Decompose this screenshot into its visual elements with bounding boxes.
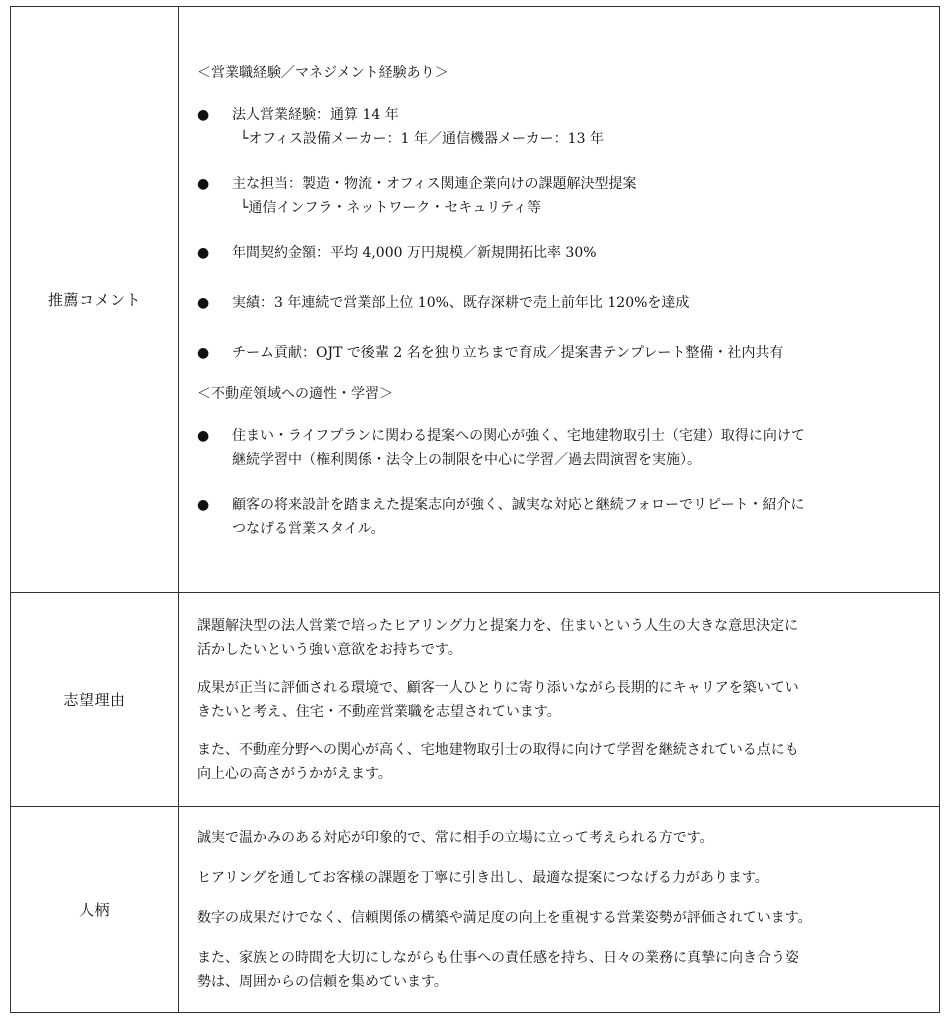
- paragraph-line: 勢は、周囲からの信頼を集めています。: [197, 973, 448, 990]
- bullet-dot-icon: ●: [197, 427, 210, 444]
- bullet-subtext: └通信インフラ・ネットワーク・セキュリティ等: [240, 199, 542, 216]
- bullet-text: 法人営業経験：通算 14 年: [232, 106, 399, 123]
- bullet-text: 年間契約金額：平均 4,000 万円規模／新規開拓比率 30%: [232, 244, 597, 261]
- bullet-text-line: 顧客の将来設計を踏まえた提案志向が強く、誠実な対応と継続フォローでリピート・紹介に: [232, 496, 805, 513]
- row-personality: [11, 807, 940, 1013]
- content-personality: [179, 807, 940, 1013]
- content-recommendation: [179, 7, 940, 593]
- paragraph-line: 誠実で温かみのある対応が印象的で、常に相手の立場に立って考えられる方です。: [197, 829, 714, 846]
- section-heading-sales-experience: ＜営業職経験／マネジメント経験あり＞: [197, 64, 449, 81]
- paragraph-line: きたいと考え、住宅・不動産営業職を志望されています。: [197, 703, 561, 720]
- paragraph-line: 成果が正当に評価される環境で、顧客一人ひとりに寄り添いながら長期的にキャリアを築いてい: [197, 679, 799, 696]
- paragraph-line: 活かしたいという強い意欲をお持ちです。: [197, 641, 462, 658]
- list-item: [197, 424, 925, 472]
- paragraph-line: ヒアリングを通してお客様の課題を丁寧に引き出し、最適な提案につなげる力があります。: [197, 869, 769, 886]
- bullet-subtext: └オフィス設備メーカー：1 年／通信機器メーカー：13 年: [240, 130, 604, 147]
- paragraph: [197, 826, 925, 850]
- bullet-dot-icon: ●: [197, 175, 210, 192]
- paragraph: [197, 946, 925, 994]
- list-item: [197, 241, 925, 265]
- label-recommendation: 推薦コメント: [11, 7, 179, 593]
- bullet-text: 主な担当：製造・物流・オフィス関連企業向けの課題解決型提案: [232, 175, 637, 192]
- paragraph: [197, 676, 925, 724]
- recommendation-table: [10, 6, 940, 1013]
- paragraph-line: また、不動産分野への関心が高く、宅地建物取引士の取得に向けて学習を継続されている点にも: [197, 741, 799, 758]
- row-recommendation: [11, 7, 940, 593]
- list-item: [197, 341, 925, 365]
- label-motivation: 志望理由: [11, 593, 179, 807]
- bullet-text-line: 継続学習中（権利関係・法令上の制限を中心に学習／過去問演習を実施）。: [232, 451, 701, 468]
- bullet-text-line: つなげる営業スタイル。: [232, 520, 385, 537]
- row-motivation: [11, 593, 940, 807]
- paragraph-line: 課題解決型の法人営業で培ったヒアリング力と提案力を、住まいという人生の大きな意思決定に: [197, 617, 799, 634]
- bullet-list-experience: [197, 103, 925, 365]
- list-item: [197, 493, 925, 541]
- bullet-list-aptitude: [197, 424, 925, 541]
- content-motivation: [179, 593, 940, 807]
- bullet-dot-icon: ●: [197, 106, 210, 123]
- bullet-text: 実績：3 年連続で営業部上位 10%、既存深耕で売上前年比 120%を達成: [232, 294, 690, 311]
- paragraph: [197, 866, 925, 890]
- list-item: [197, 291, 925, 315]
- label-personality: 人柄: [11, 807, 179, 1013]
- section-heading-real-estate-aptitude: ＜不動産領域への適性・学習＞: [197, 385, 393, 402]
- paragraph: [197, 906, 925, 930]
- paragraph: [197, 738, 925, 786]
- bullet-dot-icon: ●: [197, 496, 210, 513]
- bullet-text-line: 住まい・ライフプランに関わる提案への関心が強く、宅地建物取引士（宅建）取得に向けて: [232, 427, 805, 444]
- paragraph-line: 数字の成果だけでなく、信頼関係の構築や満足度の向上を重視する営業姿勢が評価されています。: [197, 909, 812, 926]
- bullet-dot-icon: ●: [197, 344, 210, 361]
- paragraph-line: 向上心の高さがうかがえます。: [197, 765, 392, 782]
- list-item: [197, 103, 925, 151]
- list-item: [197, 172, 925, 220]
- paragraph: [197, 614, 925, 662]
- bullet-dot-icon: ●: [197, 294, 210, 311]
- paragraph-line: また、家族との時間を大切にしながらも仕事への責任感を持ち、日々の業務に真摯に向き合う姿: [197, 949, 799, 966]
- bullet-text: チーム貢献：OJT で後輩 2 名を独り立ちまで育成／提案書テンプレート整備・社内共有: [232, 344, 784, 361]
- bullet-dot-icon: ●: [197, 244, 210, 261]
